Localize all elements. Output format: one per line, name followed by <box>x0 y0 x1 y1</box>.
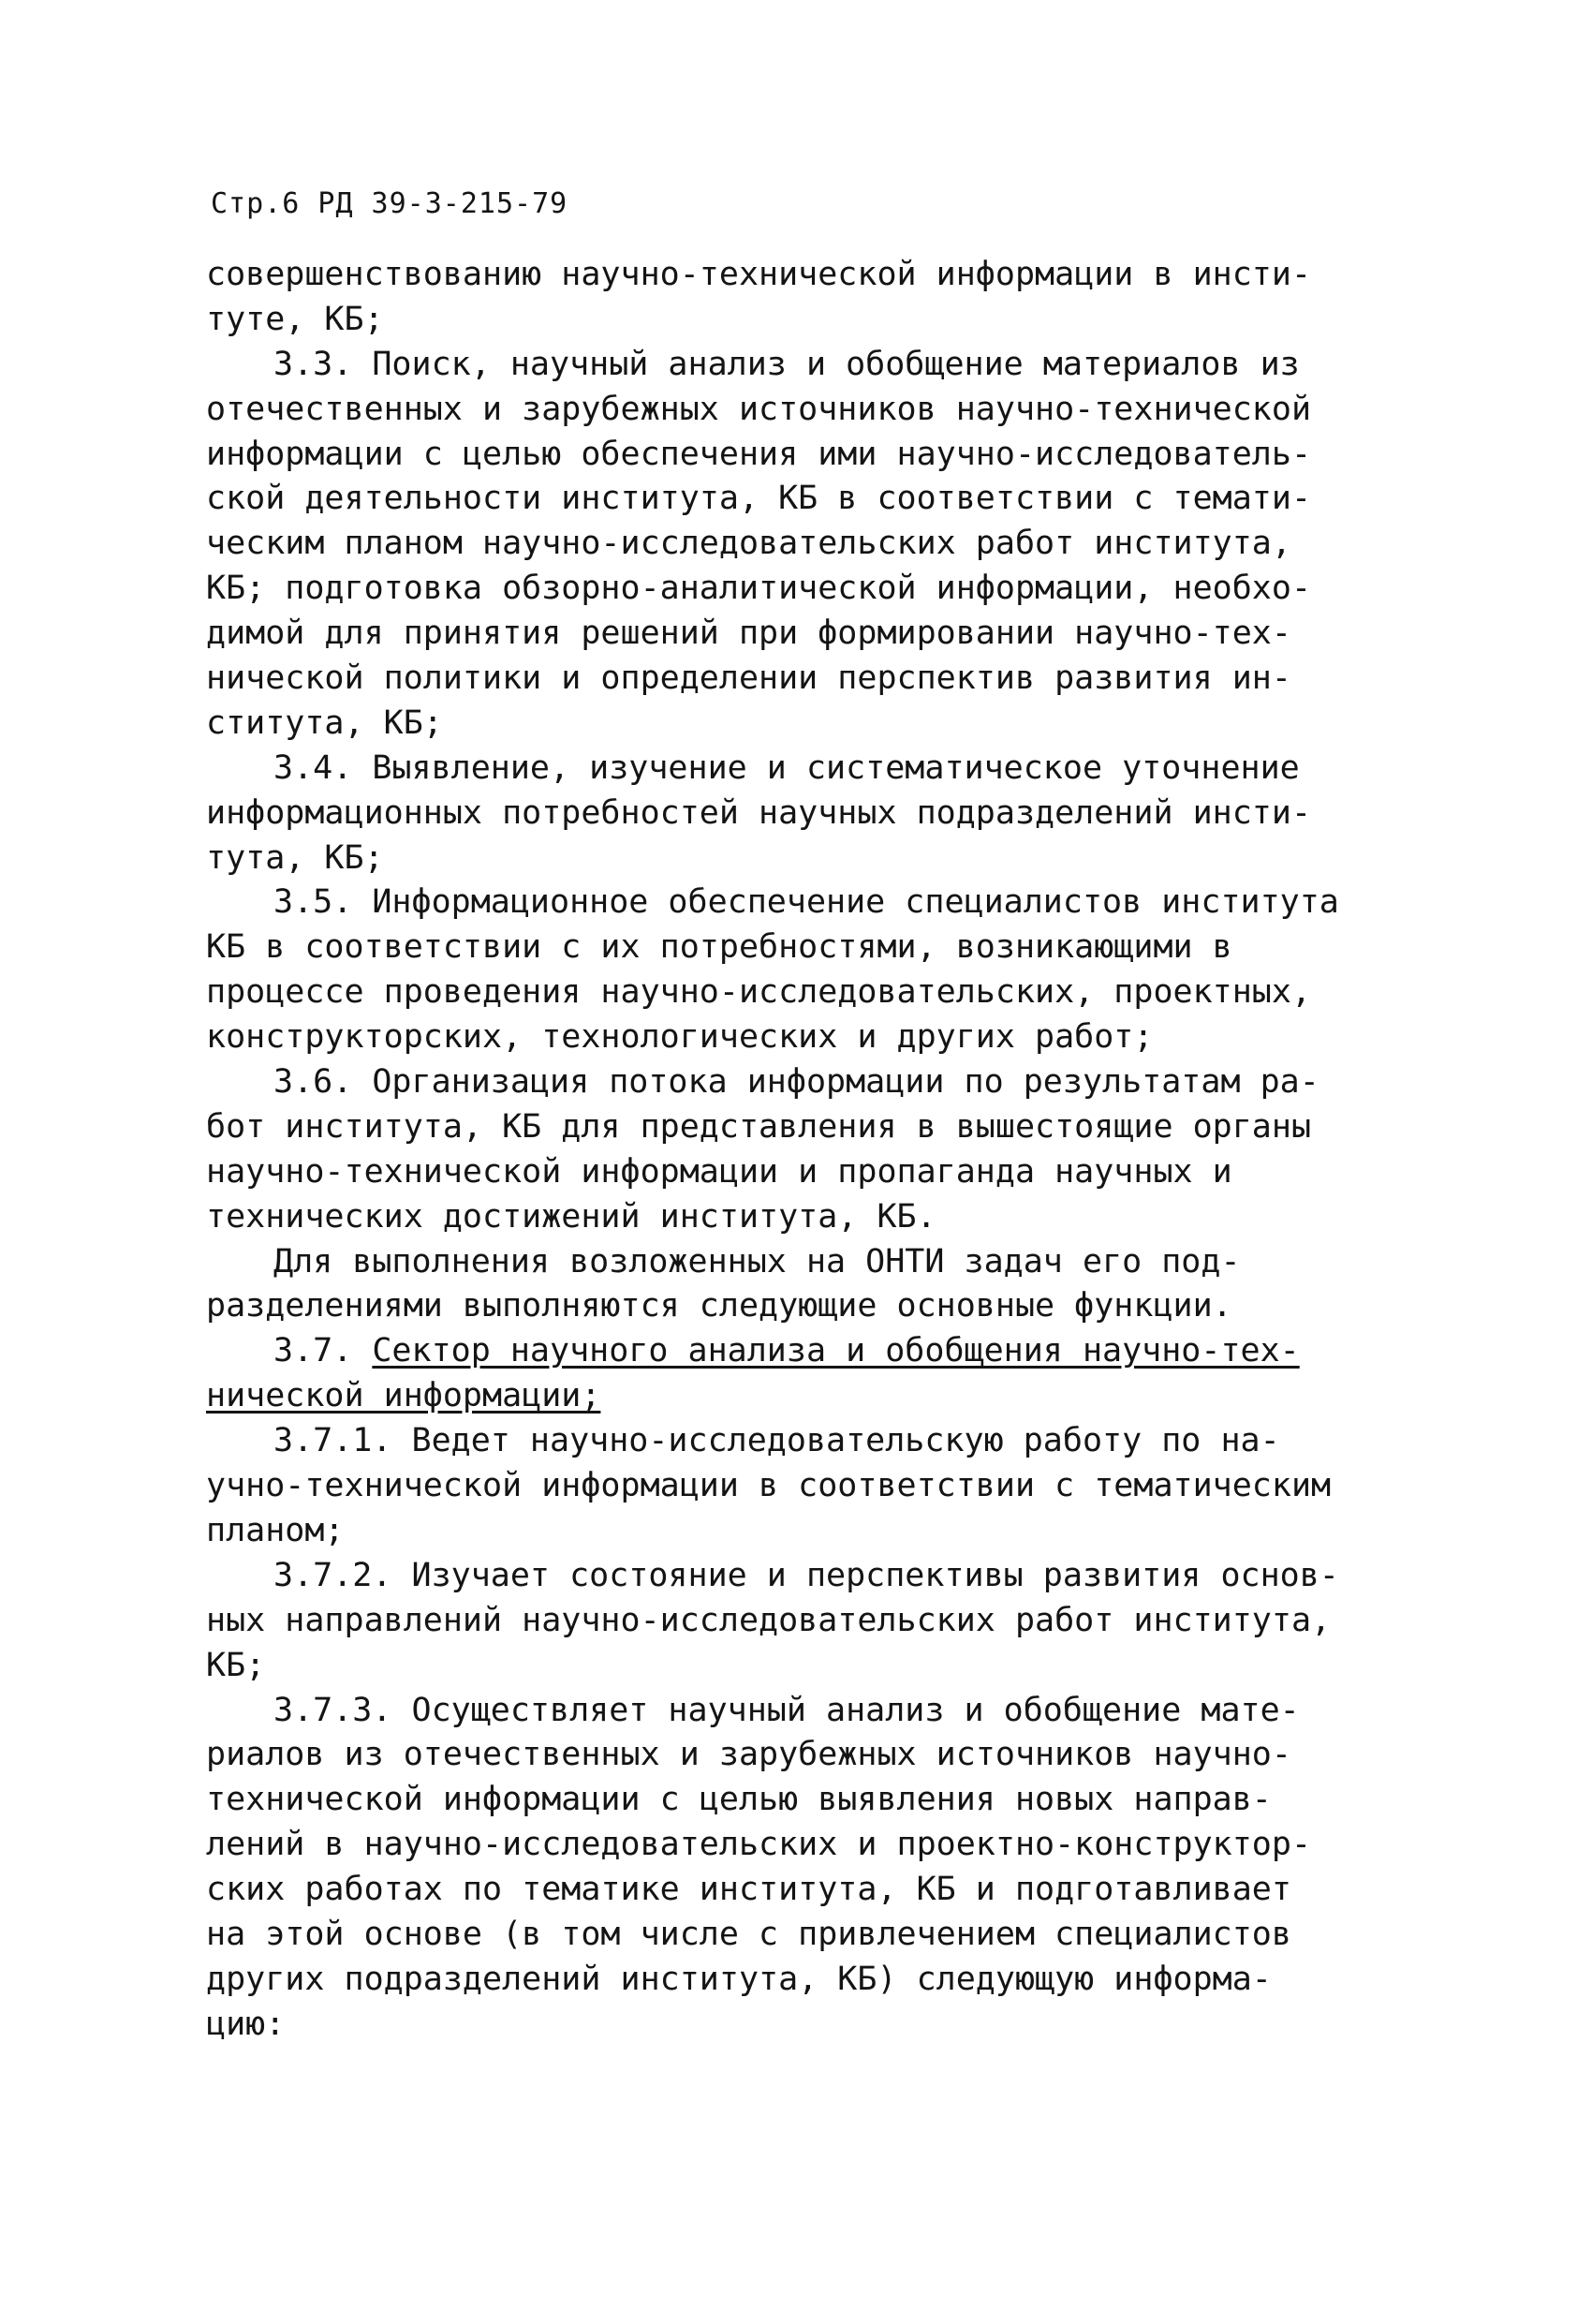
text-line <box>206 433 1423 478</box>
text-line <box>206 1599 1423 1644</box>
section-number: 3.7. <box>273 1332 373 1370</box>
line-text: планом; <box>206 1511 345 1549</box>
text-line <box>206 1868 1423 1913</box>
line-text: учно-технической информации в соответствии с тематическим <box>206 1467 1332 1505</box>
line-text: риалов из отечественных и зарубежных источников научно- <box>206 1736 1291 1774</box>
line-text: ских работах по тематике института, КБ и подготавливает <box>206 1871 1291 1909</box>
line-text: 3.6. Организация потока информации по результатам ра- <box>273 1063 1319 1102</box>
section-heading-text: нической информации; <box>206 1377 601 1415</box>
text-line <box>206 1015 1423 1060</box>
text-line <box>206 1374 1423 1419</box>
line-text: научно-технической информации и пропаганда научных и <box>206 1152 1232 1191</box>
line-text: лений в научно-исследовательских и проектно-конструктор- <box>206 1826 1312 1864</box>
line-text: цию: <box>206 2005 286 2043</box>
line-text: на этой основе (в том числе с привлечением специалистов <box>206 1915 1291 1953</box>
text-line <box>206 1195 1423 1240</box>
line-text: димой для принятия решений при формировании научно-тех- <box>206 614 1291 653</box>
text-line <box>206 298 1423 343</box>
line-text: ческим планом научно-исследовательских работ института, <box>206 525 1291 563</box>
line-text: информационных потребностей научных подразделений инсти- <box>206 793 1312 832</box>
text-line <box>206 881 1423 925</box>
text-line <box>206 836 1423 881</box>
page-header: Стр.6 РД 39-3-215-79 <box>211 187 568 220</box>
line-text: ных направлений научно-исследовательских работ института, <box>206 1601 1332 1639</box>
text-line <box>206 1419 1423 1464</box>
line-text: процессе проведения научно-исследовательских, проектных, <box>206 973 1312 1012</box>
line-text: 3.3. Поиск, научный анализ и обобщение материалов из <box>273 345 1300 383</box>
text-line <box>206 612 1423 657</box>
text-line <box>206 1958 1423 2003</box>
line-text: совершенствованию научно-технической информации в инсти- <box>206 256 1312 293</box>
text-line <box>206 1329 1423 1374</box>
line-text: технических достижений института, КБ. <box>206 1197 936 1236</box>
text-line <box>206 1913 1423 1958</box>
line-text: бот института, КБ для представления в вышестоящие органы <box>206 1107 1312 1146</box>
text-line <box>206 253 1423 298</box>
text-line <box>206 1733 1423 1778</box>
text-line <box>206 1823 1423 1868</box>
text-line <box>206 1240 1423 1285</box>
line-text: 3.7.2. Изучает состояние и перспективы развития основ- <box>273 1556 1339 1594</box>
text-line <box>206 388 1423 433</box>
line-text: 3.4. Выявление, изучение и систематическое уточнение <box>273 748 1300 787</box>
line-text: конструкторских, технологических и других работ; <box>206 1018 1154 1057</box>
line-text: информации с целью обеспечения ими научно-исследователь- <box>206 435 1312 473</box>
text-line <box>206 792 1423 836</box>
text-line <box>206 1644 1423 1689</box>
text-line <box>206 925 1423 970</box>
text-line <box>206 1150 1423 1195</box>
text-line <box>206 1464 1423 1509</box>
line-text: ститута, КБ; <box>206 703 443 742</box>
text-line <box>206 522 1423 567</box>
line-text: туте, КБ; <box>206 300 384 338</box>
text-line <box>206 343 1423 388</box>
text-line <box>206 477 1423 522</box>
line-text: КБ; <box>206 1646 266 1684</box>
line-text: 3.7.3. Осуществляет научный анализ и обобщение мате- <box>273 1691 1300 1729</box>
line-text: КБ в соответствии с их потребностями, возникающими в <box>206 928 1232 967</box>
line-text: тута, КБ; <box>206 838 384 877</box>
text-line <box>206 970 1423 1015</box>
document-body <box>206 253 1423 2048</box>
text-line <box>206 1778 1423 1823</box>
text-line <box>206 567 1423 612</box>
line-text: других подразделений института, КБ) следующую информа- <box>206 1960 1272 1998</box>
text-line <box>206 1060 1423 1105</box>
line-text: Для выполнения возложенных на ОНТИ задач его под- <box>273 1242 1241 1280</box>
section-heading-text: Сектор научного анализа и обобщения научно-тех- <box>372 1332 1300 1370</box>
text-line <box>206 1284 1423 1329</box>
text-line <box>206 702 1423 747</box>
text-line <box>206 657 1423 702</box>
text-line <box>206 747 1423 792</box>
text-line <box>206 1105 1423 1150</box>
line-text: ской деятельности института, КБ в соответствии с темати- <box>206 480 1312 518</box>
line-text: отечественных и зарубежных источников научно-технической <box>206 390 1312 428</box>
line-text: 3.7.1. Ведет научно-исследовательскую работу по на- <box>273 1422 1280 1460</box>
line-text: 3.5. Информационное обеспечение специалистов института <box>273 883 1339 922</box>
line-text: нической политики и определении перспектив развития ин- <box>206 659 1291 698</box>
text-line <box>206 1509 1423 1554</box>
text-line <box>206 2003 1423 2048</box>
line-text: технической информации с целью выявления новых направ- <box>206 1781 1272 1819</box>
text-line <box>206 1554 1423 1599</box>
line-text: КБ; подготовка обзорно-аналитической информации, необхо- <box>206 570 1312 608</box>
text-line <box>206 1689 1423 1734</box>
line-text: разделениями выполняются следующие основные функции. <box>206 1287 1232 1325</box>
